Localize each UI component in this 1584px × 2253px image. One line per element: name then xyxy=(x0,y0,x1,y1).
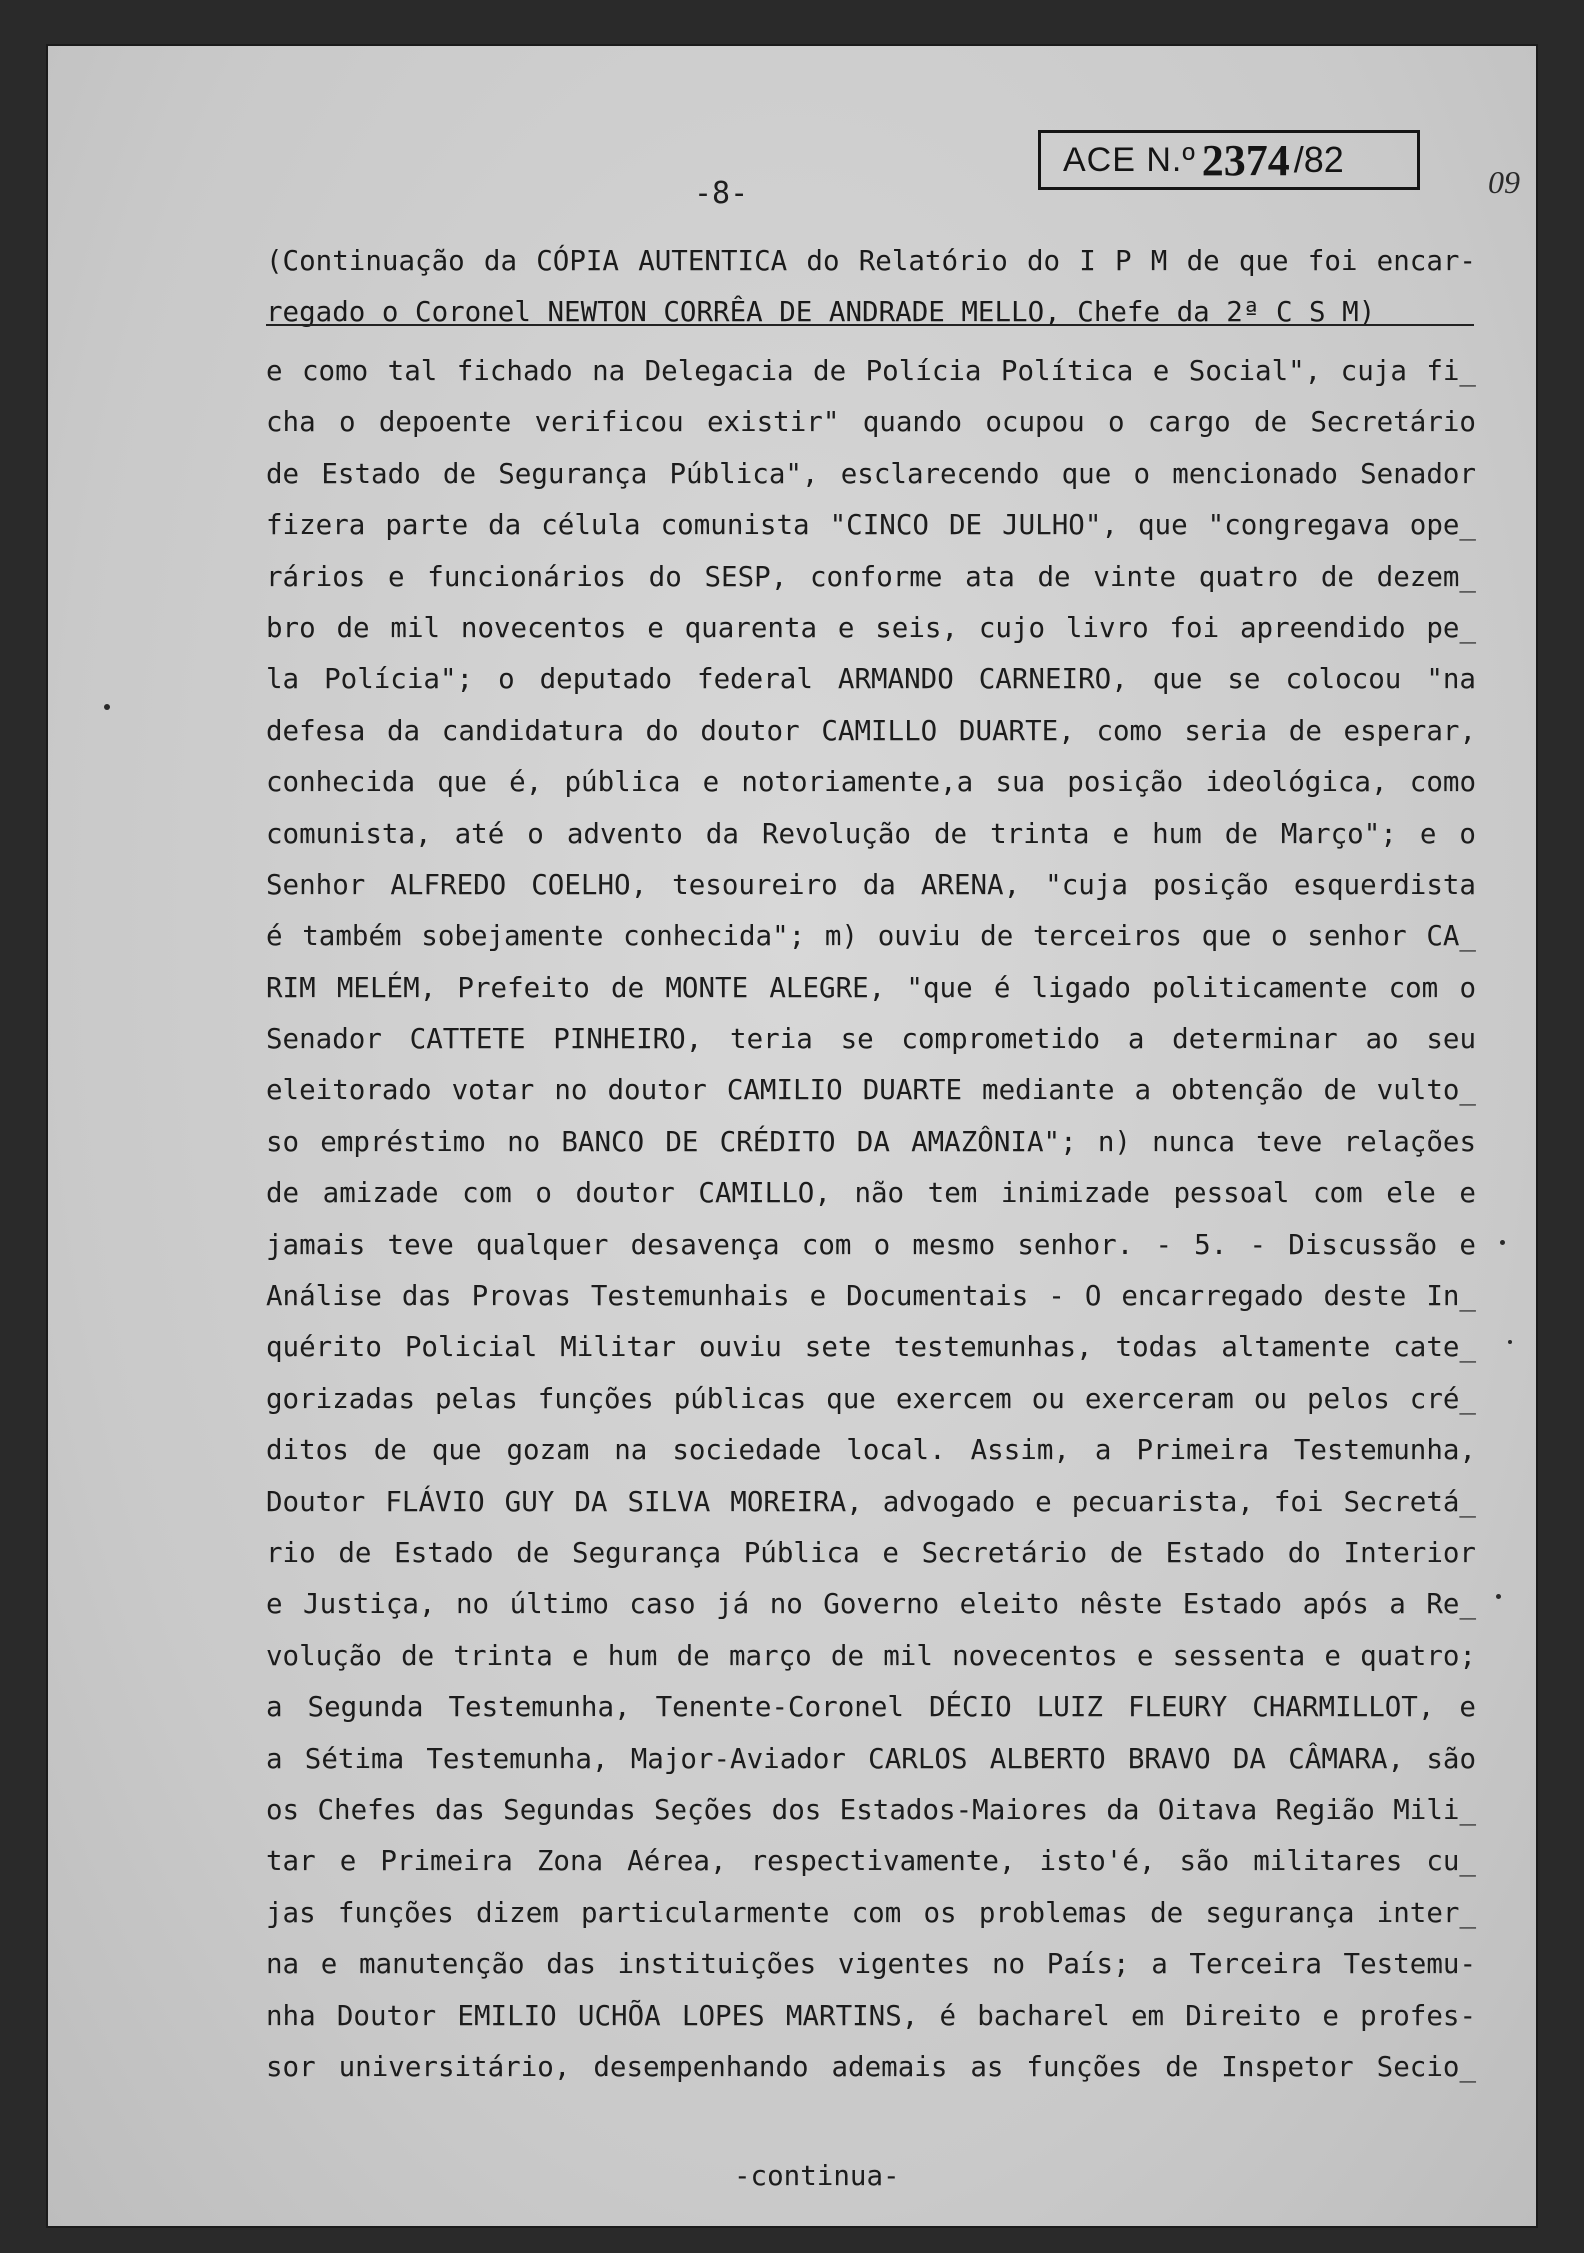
body-line: quérito Policial Militar ouviu sete testemunhas, todas altamente cate_ xyxy=(266,1331,1476,1364)
body-line: a Sétima Testemunha, Major-Aviador CARLOS ALBERTO BRAVO DA CÂMARA, são xyxy=(266,1742,1476,1775)
body-line: so empréstimo no BANCO DE CRÉDITO DA AMAZÔNIA"; n) nunca teve relações xyxy=(266,1125,1476,1158)
body-line: rários e funcionários do SESP, conforme ata de vinte quatro de dezem_ xyxy=(266,560,1476,593)
body-line: fizera parte da célula comunista "CINCO DE JULHO", que "congregava ope_ xyxy=(266,509,1476,542)
body-line: la Polícia"; o deputado federal ARMANDO CARNEIRO, que se colocou "na xyxy=(266,663,1476,696)
body-line: sor universitário, desempenhando ademais as funções de Inspetor Secio_ xyxy=(266,2050,1476,2083)
body-line: ditos de que gozam na sociedade local. Assim, a Primeira Testemunha, xyxy=(266,1434,1476,1467)
body-line: jas funções dizem particularmente com os problemas de segurança inter_ xyxy=(266,1896,1476,1929)
body-line: eleitorado votar no doutor CAMILIO DUARTE mediante a obtenção de vulto_ xyxy=(266,1074,1476,1107)
document-body xyxy=(266,346,1476,2093)
scan-speck xyxy=(1500,1240,1505,1245)
body-line: volução de trinta e hum de março de mil novecentos e sessenta e quatro; xyxy=(266,1639,1476,1672)
body-line: e como tal fichado na Delegacia de Polícia Política e Social", cuja fi_ xyxy=(266,355,1476,387)
body-line: Análise das Provas Testemunhais e Documentais - O encarregado deste In_ xyxy=(266,1280,1476,1313)
scan-speck xyxy=(1508,1340,1512,1344)
header-line: (Continuação da CÓPIA AUTENTICA do Relatório do I P M de que foi encar- xyxy=(266,245,1476,277)
stamp-year: /82 xyxy=(1293,139,1344,180)
body-line: gorizadas pelas funções públicas que exercem ou exerceram ou pelos cré_ xyxy=(266,1382,1476,1415)
body-line: e Justiça, no último caso já no Governo eleito nêste Estado após a Re_ xyxy=(266,1588,1476,1621)
body-line: cha o depoente verificou existir" quando ocupou o cargo de Secretário xyxy=(266,406,1476,439)
ace-stamp xyxy=(1038,130,1420,190)
page-number: -8- xyxy=(694,176,749,211)
header-divider xyxy=(266,324,1474,326)
body-line: Senador CATTETE PINHEIRO, teria se comprometido a determinar ao seu xyxy=(266,1023,1476,1056)
body-line: rio de Estado de Segurança Pública e Secretário de Estado do Interior xyxy=(266,1536,1476,1569)
scan-speck xyxy=(104,704,110,710)
body-line: bro de mil novecentos e quarenta e seis, cujo livro foi apreendido pe_ xyxy=(266,611,1476,644)
body-line: de Estado de Segurança Pública", esclarecendo que o mencionado Senador xyxy=(266,457,1476,490)
body-line: Doutor FLÁVIO GUY DA SILVA MOREIRA, advogado e pecuarista, foi Secretá_ xyxy=(266,1485,1476,1518)
body-line: jamais teve qualquer desavença com o mesmo senhor. - 5. - Discussão e xyxy=(266,1228,1476,1261)
body-line: comunista, até o advento da Revolução de trinta e hum de Março"; e o xyxy=(266,817,1476,850)
body-line: a Segunda Testemunha, Tenente-Coronel DÉCIO LUIZ FLEURY CHARMILLOT, e xyxy=(266,1691,1476,1724)
body-line: conhecida que é, pública e notoriamente,a sua posição ideológica, como xyxy=(266,766,1476,799)
body-line: é também sobejamente conhecida"; m) ouviu de terceiros que o senhor CA_ xyxy=(266,920,1476,953)
body-line: os Chefes das Segundas Seções dos Estados-Maiores da Oitava Região Mili_ xyxy=(266,1793,1476,1826)
scan-speck xyxy=(1496,1594,1501,1599)
header-line: regado o Coronel NEWTON CORRÊA DE ANDRADE MELLO, Chefe da 2ª C S M) xyxy=(266,296,1376,329)
body-line: tar e Primeira Zona Aérea, respectivamente, isto'é, são militares cu_ xyxy=(266,1845,1476,1878)
folio-number: 09 xyxy=(1488,164,1520,200)
body-line: na e manutenção das instituições vigentes no País; a Terceira Testemu- xyxy=(266,1948,1476,1981)
body-line: de amizade com o doutor CAMILLO, não tem inimizade pessoal com ele e xyxy=(266,1177,1476,1210)
stamp-number: 2374 xyxy=(1201,135,1290,185)
continuation-note: -continua- xyxy=(734,2160,900,2192)
body-line: nha Doutor EMILIO UCHÕA LOPES MARTINS, é bacharel em Direito e profes- xyxy=(266,1999,1476,2032)
body-line: Senhor ALFREDO COELHO, tesoureiro da ARENA, "cuja posição esquerdista xyxy=(266,868,1476,901)
stamp-label: ACE N.º xyxy=(1063,140,1196,179)
body-line: RIM MELÉM, Prefeito de MONTE ALEGRE, "que é ligado politicamente com o xyxy=(266,971,1476,1004)
body-line: defesa da candidatura do doutor CAMILLO DUARTE, como seria de esperar, xyxy=(266,714,1476,747)
